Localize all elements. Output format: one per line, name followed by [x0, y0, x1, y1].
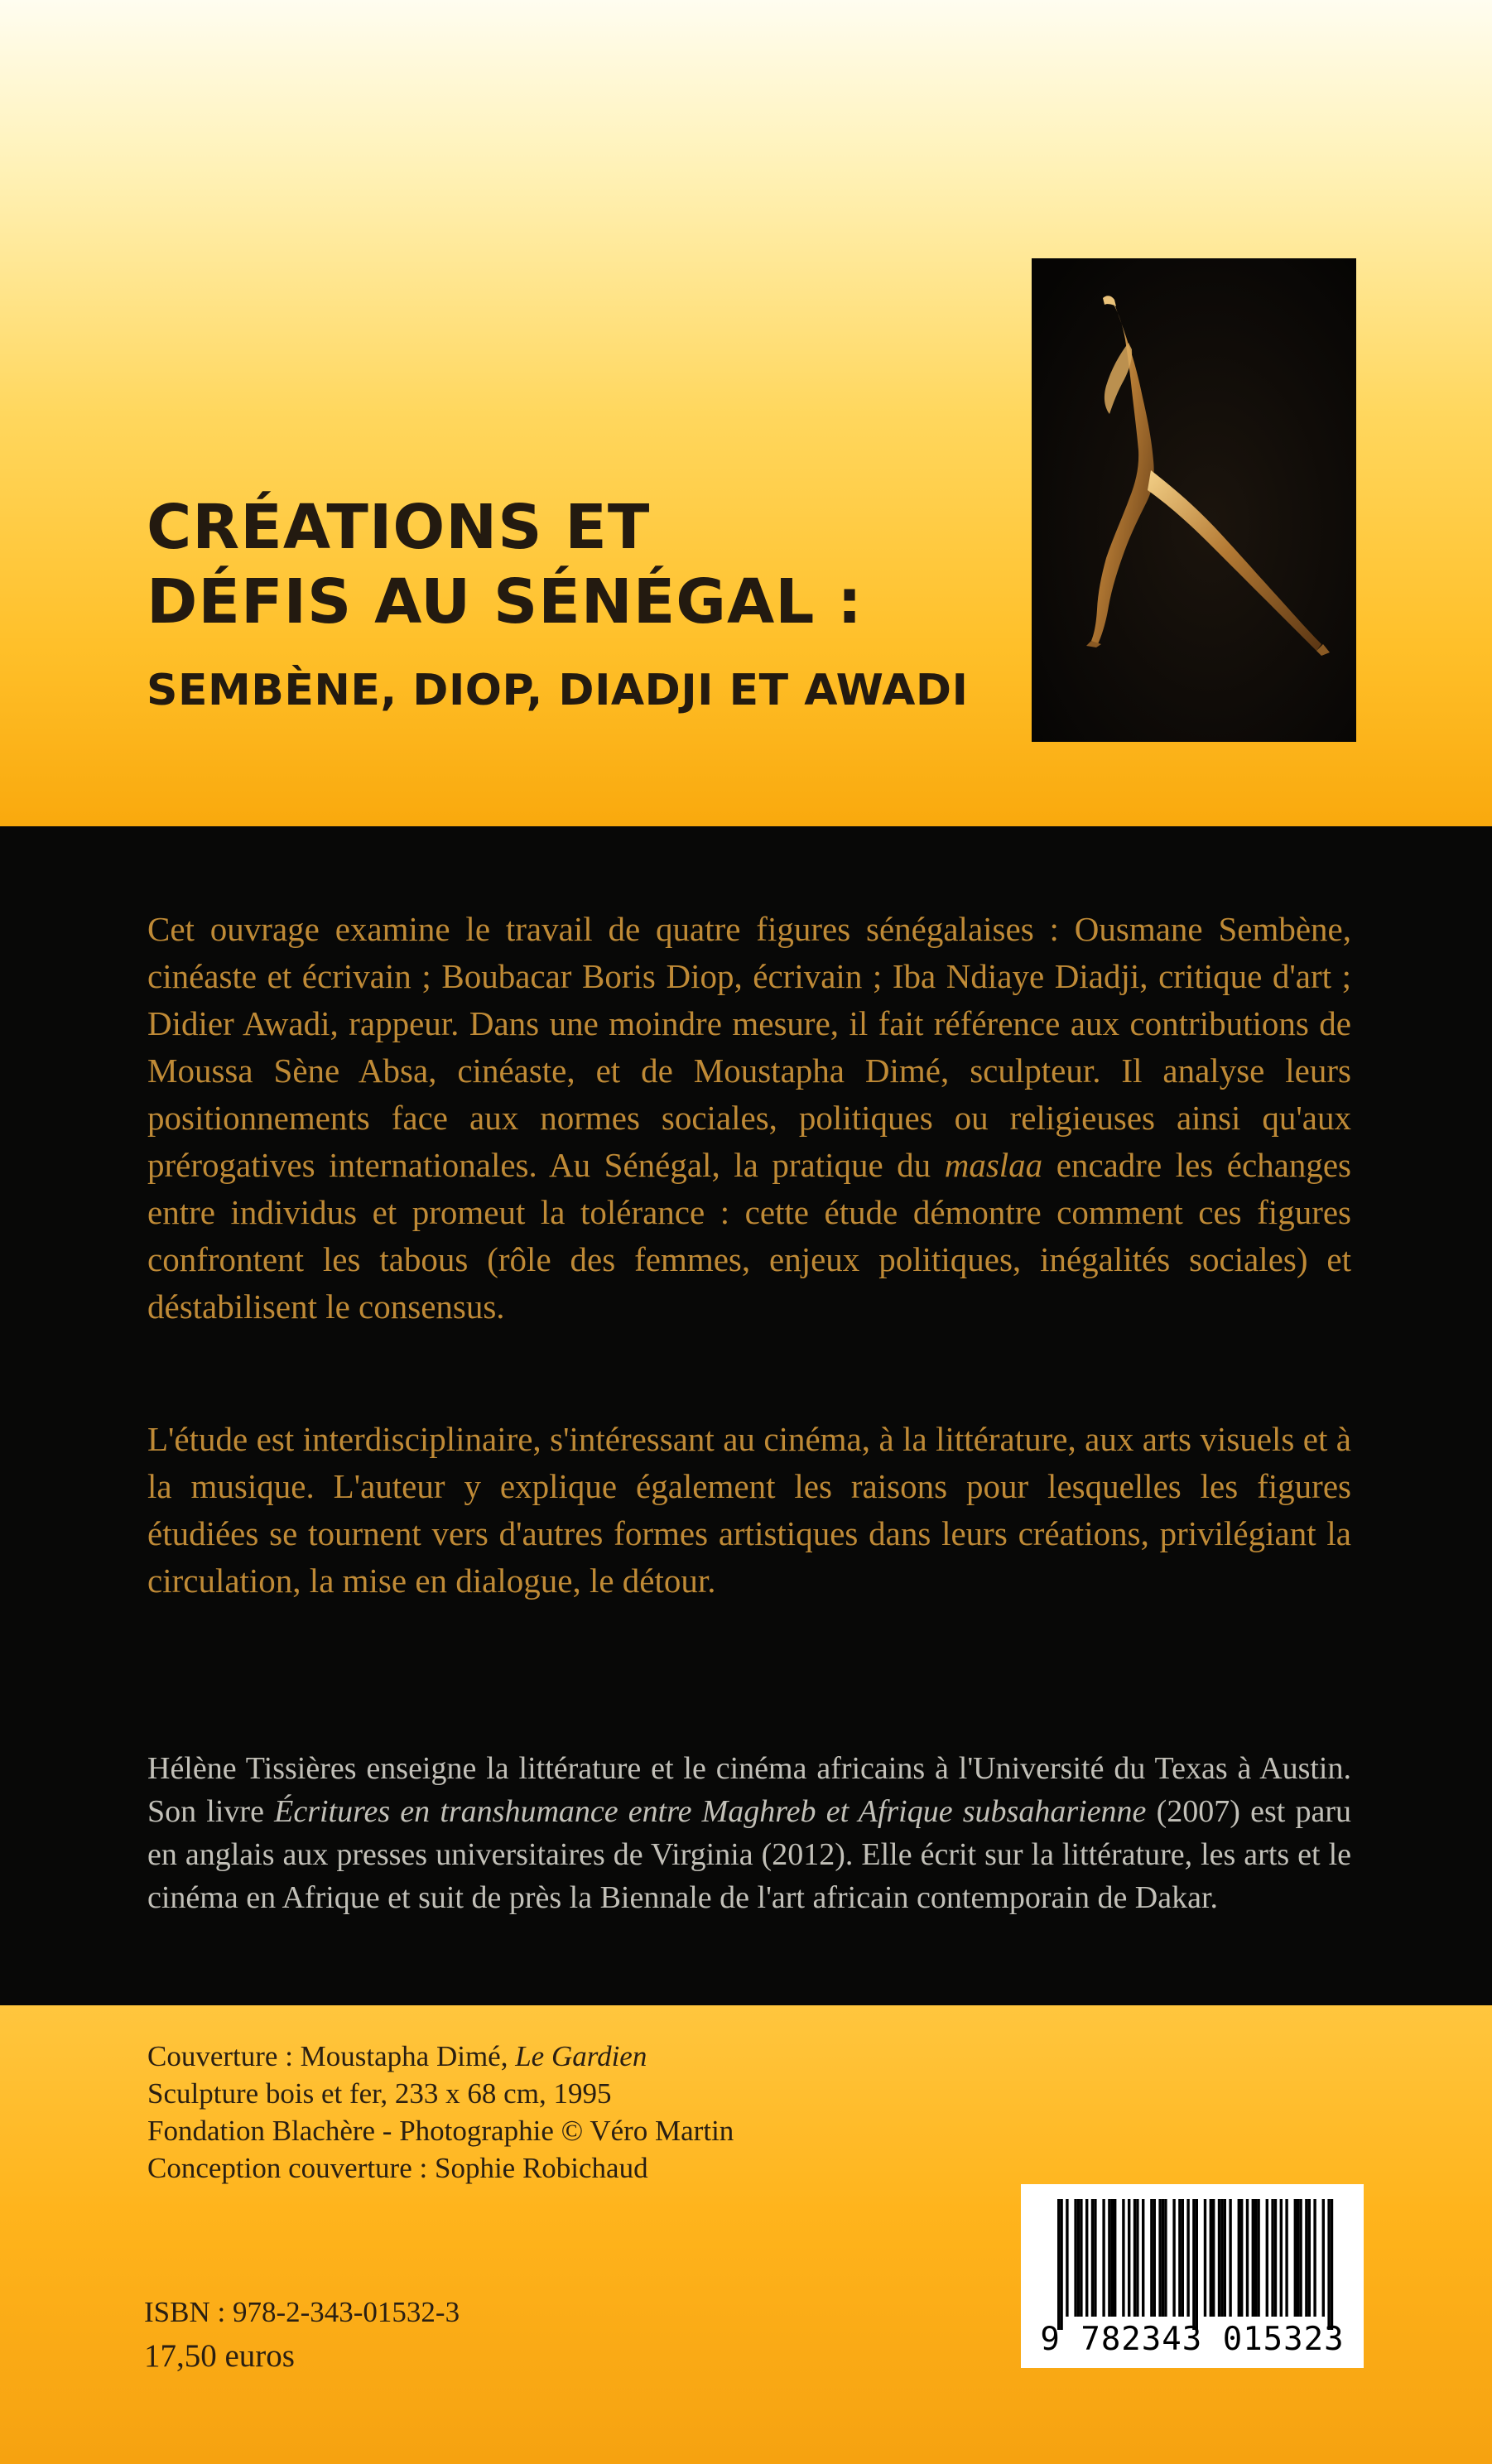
barcode-bar — [1271, 2199, 1273, 2317]
barcode-bar — [1186, 2199, 1189, 2317]
author-bio — [147, 1747, 1351, 1919]
barcode-bar — [1229, 2199, 1231, 2317]
barcode-bar — [1172, 2199, 1175, 2317]
barcode — [1021, 2184, 1364, 2368]
credit-line-3: Fondation Blachère - Photographie © Véro Martin — [147, 2115, 734, 2147]
barcode-bar — [1164, 2199, 1167, 2317]
barcode-bar — [1224, 2199, 1226, 2317]
barcode-bar — [1182, 2199, 1184, 2317]
credit-artwork-title: Le Gardien — [515, 2040, 647, 2072]
summary-paragraph-1 — [147, 906, 1351, 1331]
barcode-bar — [1308, 2199, 1311, 2317]
book-subtitle: SEMBÈNE, DIOP, DIADJI ET AWADI — [147, 666, 969, 715]
barcode-bar — [1254, 2199, 1257, 2317]
title-block — [147, 490, 975, 715]
barcode-bar — [1111, 2199, 1114, 2317]
barcode-bar — [1153, 2199, 1156, 2317]
barcode-bar — [1142, 2199, 1144, 2317]
barcode-bar — [1091, 2199, 1094, 2317]
barcode-bar — [1280, 2199, 1283, 2317]
barcode-bar — [1331, 2199, 1333, 2330]
author-bio-text-b: (2007) est paru en anglais aux presses universitaires de Virginia (2012). Elle écrit sur la littérature, les arts et le cinéma en Afrique et suit de près la Biennale de l'art africain contemporain de Dakar. — [147, 1794, 1351, 1915]
summary-paragraph-2: L'étude est interdisciplinaire, s'intéressant au cinéma, à la littérature, aux arts visuels et à la musique. L'auteur y explique également les raisons pour lesquelles les figures étudiées se tournent vers d'autres formes artistiques dans leurs créations, privilégiant la circulation, la mise en dialogue, le détour. — [147, 1420, 1351, 1600]
barcode-bar — [1313, 2199, 1316, 2317]
isbn-label: ISBN : 978-2-343-01532-3 — [144, 2296, 460, 2328]
barcode-bar — [1266, 2199, 1268, 2317]
barcode-bar — [1074, 2199, 1076, 2317]
barcode-bar — [1210, 2199, 1212, 2317]
barcode-bar — [1285, 2199, 1287, 2317]
barcode-bar — [1238, 2199, 1240, 2317]
barcode-bar — [1080, 2199, 1082, 2317]
barcode-bar — [1204, 2199, 1206, 2317]
barcode-bar — [1246, 2199, 1249, 2317]
barcode-bar — [1299, 2199, 1302, 2317]
barcode-bar — [1060, 2199, 1062, 2330]
barcode-digits: 9 782343 015323 — [1040, 2321, 1345, 2358]
cover-credits — [147, 2038, 734, 2187]
barcode-bar — [1257, 2199, 1259, 2317]
barcode-bar — [1196, 2199, 1198, 2330]
sculpture-photo — [1032, 258, 1356, 742]
credit-line-1 — [147, 2038, 734, 2075]
barcode-bar — [1094, 2199, 1096, 2317]
barcode-bar — [1150, 2199, 1153, 2317]
book-title-line-2: DÉFIS AU SÉNÉGAL : — [147, 566, 863, 638]
barcode-bar — [1212, 2199, 1215, 2317]
barcode-bar — [1108, 2199, 1110, 2317]
price-label: 17,50 euros — [144, 2338, 295, 2374]
barcode-bar — [1240, 2199, 1243, 2317]
credit-line-2: Sculpture bois et fer, 233 x 68 cm, 1995 — [147, 2077, 612, 2110]
barcode-bar — [1218, 2199, 1220, 2317]
author-bio-text-a: Hélène Tissières enseigne la littérature et le cinéma africains à l'Université du Texas à Austin. Son livre — [147, 1751, 1351, 1829]
barcode-bar — [1133, 2199, 1136, 2317]
summary-p1-text-b: encadre les échanges entre individus et promeut la tolérance : cette étude démontre comment ces figures confrontent les tabous (rôle des femmes, enjeux politiques, inégalités sociales) et déstabilisent le consensus. — [147, 1146, 1351, 1326]
barcode-bar — [1158, 2199, 1161, 2317]
barcode-bar — [1220, 2199, 1223, 2317]
book-title-line-1: CRÉATIONS ET — [147, 492, 651, 563]
barcode-bar — [1077, 2199, 1080, 2317]
barcode-bar — [1162, 2199, 1164, 2317]
barcode-bar — [1066, 2199, 1068, 2317]
credit-line-4: Conception couverture : Sophie Robichaud — [147, 2152, 648, 2184]
barcode-bar — [1178, 2199, 1181, 2317]
barcode-bar — [1305, 2199, 1307, 2317]
barcode-bar — [1102, 2199, 1105, 2317]
summary-p1-term: maslaa — [944, 1146, 1043, 1184]
top-gold-band — [0, 0, 1492, 826]
barcode-bar — [1294, 2199, 1297, 2317]
summary-p1-text-a: Cet ouvrage examine le travail de quatre figures sénégalaises : Ousmane Sembène, cinéaste et écrivain ; Boubacar Boris Diop, écrivain ; Iba Ndiaye Diadji, critique d'art ; Didier Awadi, rappeur. Dans une moindre mesure, il fait référence aux contributions de Moussa Sène Absa, cinéaste, et de Moustapha Dimé, sculpteur. Il analyse leurs positionnements face aux normes sociales, politiques ou religieuses ainsi qu'aux prérogatives internationales. Au Sénégal, la pratique du — [147, 910, 1351, 1184]
barcode-bar — [1128, 2199, 1130, 2317]
barcode-bar — [1085, 2199, 1088, 2317]
barcode-bar — [1192, 2199, 1195, 2330]
barcode-bar — [1057, 2199, 1060, 2330]
sculpture-figure-image — [1032, 258, 1356, 742]
credit-line-1-prefix: Couverture : Moustapha Dimé, — [147, 2040, 516, 2072]
photo-background — [1032, 258, 1356, 742]
barcode-bar — [1252, 2199, 1254, 2317]
barcode-bar — [1297, 2199, 1299, 2317]
barcode-bar — [1274, 2199, 1277, 2317]
barcode-bar — [1114, 2199, 1116, 2317]
barcode-bar — [1122, 2199, 1124, 2317]
barcode-bar — [1327, 2199, 1330, 2330]
author-book-title: Écritures en transhumance entre Maghreb et Afrique subsaharienne — [274, 1794, 1147, 1829]
barcode-bar — [1136, 2199, 1138, 2317]
barcode-bar — [1322, 2199, 1325, 2317]
